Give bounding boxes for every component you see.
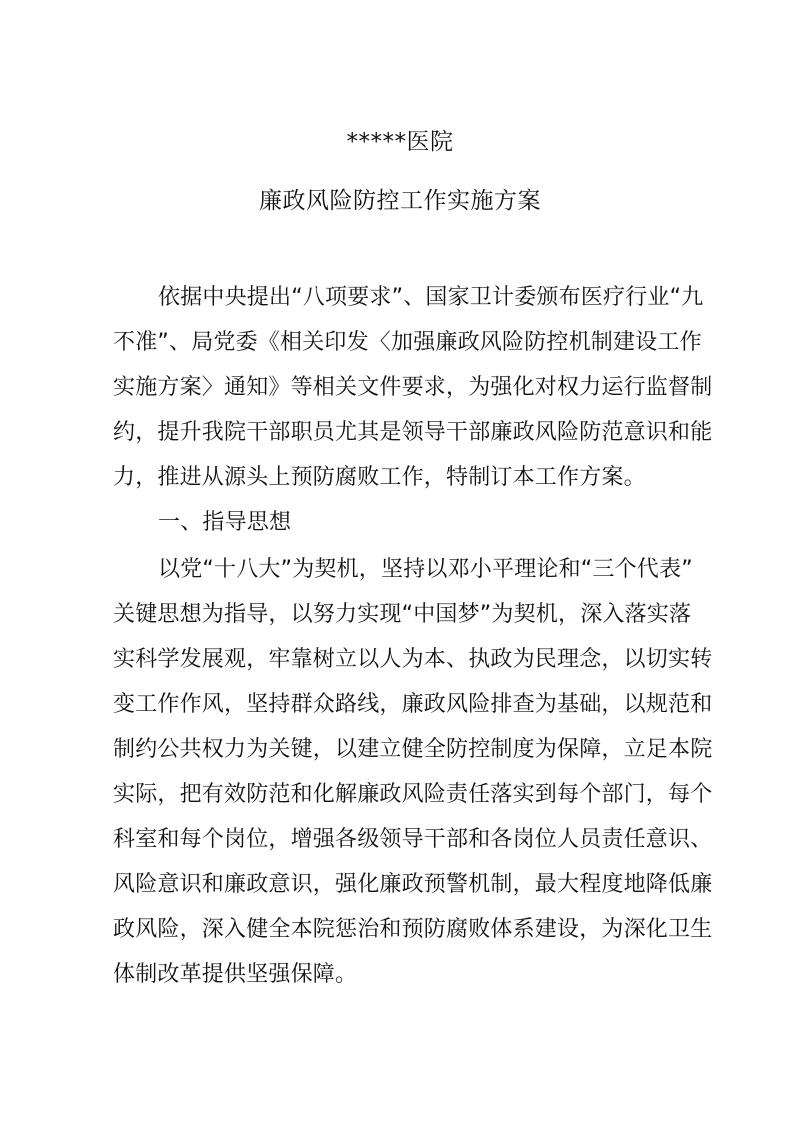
paragraph-line: 制约公共权力为关键，以建立健全防控制度为保障，立足本院 xyxy=(113,737,713,762)
paragraph-line: 实科学发展观，牢靠树立以人为本、执政为民理念，以切实转 xyxy=(113,647,713,672)
paragraph-line: 体制改革提供坚强保障。 xyxy=(113,962,358,987)
paragraph-line: 关键思想为指导，以努力实现“中国梦”为契机，深入落实落 xyxy=(113,602,692,627)
paragraph-line: 约，提升我院干部职员尤其是领导干部廉政风险防范意识和能 xyxy=(113,420,713,445)
paragraph-line: 科室和每个岗位，增强各级领导干部和各岗位人员责任意识、 xyxy=(113,827,713,852)
paragraph-line: 实施方案〉通知》等相关文件要求，为强化对权力运行监督制 xyxy=(113,375,713,400)
paragraph-line: 政风险，深入健全本院惩治和预防腐败体系建设，为深化卫生 xyxy=(113,917,713,942)
document-title-hospital: *****医院 xyxy=(346,129,454,155)
document-title-plan: 廉政风险防控工作实施方案 xyxy=(259,188,541,214)
paragraph-line: 实际，把有效防范和化解廉政风险责任落实到每个部门，每个 xyxy=(113,782,713,807)
paragraph-line: 依据中央提出“八项要求”、国家卫计委颁布医疗行业“九 xyxy=(158,285,704,310)
paragraph-line: 力，推进从源头上预防腐败工作，特制订本工作方案。 xyxy=(113,465,646,490)
section-heading: 一、指导思想 xyxy=(158,510,292,535)
paragraph-line: 变工作作风，坚持群众路线，廉政风险排查为基础，以规范和 xyxy=(113,692,713,717)
paragraph-line: 风险意识和廉政意识，强化廉政预警机制，最大程度地降低廉 xyxy=(113,872,713,897)
paragraph-line: 不准”、局党委《相关印发〈加强廉政风险防控机制建设工作 xyxy=(113,330,702,355)
paragraph-line: 以党“十八大”为契机，坚持以邓小平理论和“三个代表” xyxy=(158,557,693,582)
